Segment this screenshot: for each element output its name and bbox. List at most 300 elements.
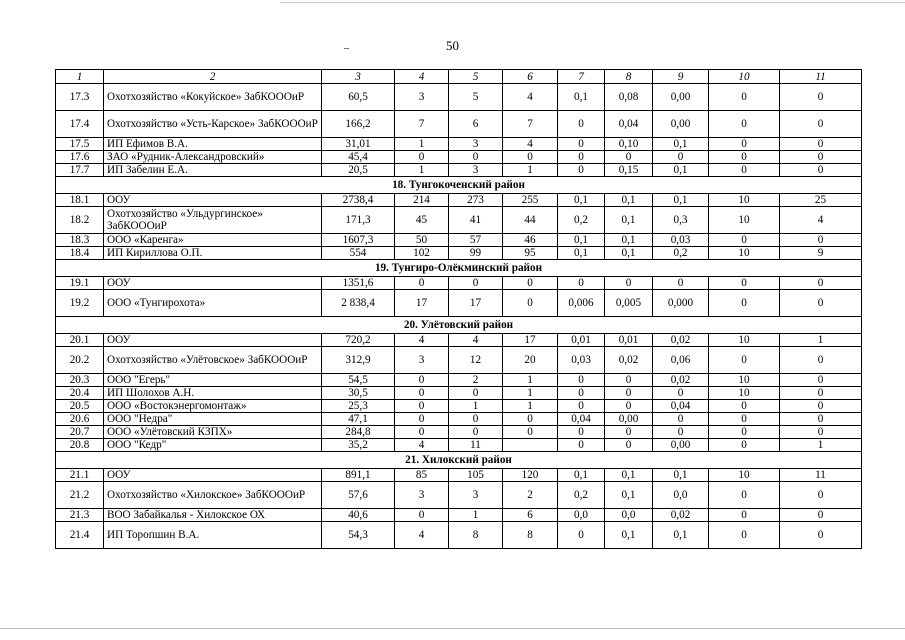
hunting-grounds-table [55, 69, 862, 549]
district-section-row [56, 260, 862, 277]
value-cell-col-5: 0 [449, 387, 503, 400]
value-cell-col-7: 0 [558, 426, 605, 439]
value-cell-col-6: 4 [503, 84, 558, 111]
value-cell-col-7: 0 [558, 374, 605, 387]
organization-name-cell: ИП Забелин Е.А. [104, 164, 322, 177]
value-cell-col-11: 0 [780, 138, 862, 151]
value-cell-col-5: 99 [449, 247, 503, 260]
table-row [56, 164, 862, 177]
value-cell-col-9: 0,02 [653, 509, 709, 522]
value-cell-col-5: 41 [449, 207, 503, 234]
row-index-cell: 19.1 [56, 277, 104, 290]
row-index-cell: 19.2 [56, 290, 104, 317]
row-index-cell: 20.4 [56, 387, 104, 400]
scan-artifact [344, 48, 349, 49]
value-cell-col-3: 54,3 [322, 522, 395, 549]
value-cell-col-8: 0,1 [605, 194, 653, 207]
value-cell-col-8: 0 [605, 374, 653, 387]
organization-name-cell: Охотхозяйство «Ульдургинское» ЗабКОООиР [104, 207, 322, 234]
value-cell-col-4: 0 [395, 426, 449, 439]
value-cell-col-11: 0 [780, 347, 862, 374]
value-cell-col-7: 0,006 [558, 290, 605, 317]
value-cell-col-3: 2738,4 [322, 194, 395, 207]
value-cell-col-8: 0,1 [605, 207, 653, 234]
value-cell-col-10: 0 [709, 413, 780, 426]
value-cell-col-9: 0 [653, 413, 709, 426]
table-row [56, 194, 862, 207]
column-number-5: 5 [449, 70, 503, 84]
value-cell-col-7: 0,1 [558, 194, 605, 207]
value-cell-col-6 [503, 439, 558, 452]
value-cell-col-3: 25,3 [322, 400, 395, 413]
value-cell-col-3: 45,4 [322, 151, 395, 164]
value-cell-col-11: 0 [780, 400, 862, 413]
value-cell-col-10: 0 [709, 347, 780, 374]
value-cell-col-4: 0 [395, 509, 449, 522]
value-cell-col-10: 0 [709, 84, 780, 111]
value-cell-col-8: 0,005 [605, 290, 653, 317]
value-cell-col-6: 1 [503, 374, 558, 387]
value-cell-col-11: 0 [780, 509, 862, 522]
value-cell-col-3: 35,2 [322, 439, 395, 452]
value-cell-col-8: 0,04 [605, 111, 653, 138]
value-cell-col-11: 0 [780, 426, 862, 439]
table-body [56, 84, 862, 549]
value-cell-col-10: 10 [709, 387, 780, 400]
value-cell-col-4: 0 [395, 151, 449, 164]
value-cell-col-11: 0 [780, 374, 862, 387]
value-cell-col-8: 0 [605, 387, 653, 400]
value-cell-col-11: 11 [780, 469, 862, 482]
organization-name-cell: ООУ [104, 277, 322, 290]
row-index-cell: 17.5 [56, 138, 104, 151]
row-index-cell: 20.3 [56, 374, 104, 387]
row-index-cell: 17.3 [56, 84, 104, 111]
value-cell-col-9: 0,00 [653, 439, 709, 452]
value-cell-col-5: 17 [449, 290, 503, 317]
value-cell-col-11: 1 [780, 334, 862, 347]
table-row [56, 290, 862, 317]
value-cell-col-5: 4 [449, 334, 503, 347]
value-cell-col-5: 5 [449, 84, 503, 111]
value-cell-col-4: 3 [395, 482, 449, 509]
value-cell-col-3: 1351,6 [322, 277, 395, 290]
value-cell-col-8: 0,01 [605, 334, 653, 347]
value-cell-col-3: 554 [322, 247, 395, 260]
value-cell-col-4: 0 [395, 374, 449, 387]
value-cell-col-7: 0,0 [558, 509, 605, 522]
table-row [56, 207, 862, 234]
value-cell-col-7: 0 [558, 111, 605, 138]
district-title: 21. Хилокский район [56, 452, 862, 469]
value-cell-col-4: 3 [395, 347, 449, 374]
row-index-cell: 20.5 [56, 400, 104, 413]
value-cell-col-6: 6 [503, 509, 558, 522]
value-cell-col-11: 0 [780, 482, 862, 509]
data-table-container [55, 69, 861, 549]
value-cell-col-11: 0 [780, 84, 862, 111]
value-cell-col-7: 0,01 [558, 334, 605, 347]
column-number-7: 7 [558, 70, 605, 84]
value-cell-col-4: 45 [395, 207, 449, 234]
column-number-4: 4 [395, 70, 449, 84]
row-index-cell: 21.1 [56, 469, 104, 482]
value-cell-col-3: 2 838,4 [322, 290, 395, 317]
value-cell-col-7: 0,2 [558, 207, 605, 234]
value-cell-col-3: 57,6 [322, 482, 395, 509]
row-index-cell: 18.2 [56, 207, 104, 234]
value-cell-col-11: 1 [780, 439, 862, 452]
value-cell-col-7: 0,1 [558, 234, 605, 247]
value-cell-col-7: 0,1 [558, 469, 605, 482]
value-cell-col-9: 0,2 [653, 247, 709, 260]
table-row [56, 509, 862, 522]
row-index-cell: 21.4 [56, 522, 104, 549]
value-cell-col-4: 17 [395, 290, 449, 317]
organization-name-cell: ООО «Каренга» [104, 234, 322, 247]
table-row [56, 439, 862, 452]
value-cell-col-7: 0 [558, 522, 605, 549]
value-cell-col-6: 0 [503, 277, 558, 290]
value-cell-col-9: 0,000 [653, 290, 709, 317]
row-index-cell: 18.4 [56, 247, 104, 260]
organization-name-cell: ООУ [104, 194, 322, 207]
value-cell-col-4: 0 [395, 400, 449, 413]
column-number-1: 1 [56, 70, 104, 84]
value-cell-col-9: 0,0 [653, 482, 709, 509]
table-row [56, 482, 862, 509]
organization-name-cell: Охотхозяйство «Усть-Карское» ЗабКОООиР [104, 111, 322, 138]
organization-name-cell: ИП Кириллова О.П. [104, 247, 322, 260]
value-cell-col-3: 31,01 [322, 138, 395, 151]
table-row [56, 138, 862, 151]
value-cell-col-11: 0 [780, 164, 862, 177]
value-cell-col-10: 10 [709, 469, 780, 482]
value-cell-col-6: 7 [503, 111, 558, 138]
value-cell-col-11: 4 [780, 207, 862, 234]
table-row [56, 277, 862, 290]
value-cell-col-9: 0,1 [653, 469, 709, 482]
value-cell-col-5: 57 [449, 234, 503, 247]
value-cell-col-8: 0,00 [605, 413, 653, 426]
value-cell-col-9: 0 [653, 387, 709, 400]
value-cell-col-4: 102 [395, 247, 449, 260]
value-cell-col-8: 0,1 [605, 469, 653, 482]
organization-name-cell: ООО "Недра" [104, 413, 322, 426]
value-cell-col-6: 0 [503, 290, 558, 317]
value-cell-col-4: 4 [395, 522, 449, 549]
value-cell-col-4: 50 [395, 234, 449, 247]
value-cell-col-5: 8 [449, 522, 503, 549]
value-cell-col-9: 0,00 [653, 111, 709, 138]
value-cell-col-8: 0 [605, 277, 653, 290]
value-cell-col-10: 0 [709, 290, 780, 317]
table-row [56, 522, 862, 549]
value-cell-col-10: 0 [709, 138, 780, 151]
table-row [56, 234, 862, 247]
value-cell-col-5: 1 [449, 509, 503, 522]
organization-name-cell: ООО "Егерь" [104, 374, 322, 387]
value-cell-col-8: 0,08 [605, 84, 653, 111]
column-number-9: 9 [653, 70, 709, 84]
value-cell-col-10: 10 [709, 374, 780, 387]
value-cell-col-6: 20 [503, 347, 558, 374]
organization-name-cell: ИП Ефимов В.А. [104, 138, 322, 151]
column-number-3: 3 [322, 70, 395, 84]
value-cell-col-6: 2 [503, 482, 558, 509]
value-cell-col-4: 7 [395, 111, 449, 138]
value-cell-col-10: 0 [709, 111, 780, 138]
table-row [56, 469, 862, 482]
row-index-cell: 20.2 [56, 347, 104, 374]
value-cell-col-10: 0 [709, 482, 780, 509]
organization-name-cell: Охотхозяйство «Хилокское» ЗабКОООиР [104, 482, 322, 509]
value-cell-col-9: 0,02 [653, 334, 709, 347]
value-cell-col-5: 0 [449, 151, 503, 164]
value-cell-col-9: 0,04 [653, 400, 709, 413]
table-row [56, 151, 862, 164]
value-cell-col-4: 214 [395, 194, 449, 207]
organization-name-cell: ООУ [104, 469, 322, 482]
organization-name-cell: ООО «Тунгирохота» [104, 290, 322, 317]
value-cell-col-5: 0 [449, 413, 503, 426]
value-cell-col-6: 4 [503, 138, 558, 151]
value-cell-col-7: 0,04 [558, 413, 605, 426]
row-index-cell: 17.7 [56, 164, 104, 177]
value-cell-col-7: 0,1 [558, 247, 605, 260]
value-cell-col-9: 0,06 [653, 347, 709, 374]
organization-name-cell: ИП Шолохов А.Н. [104, 387, 322, 400]
value-cell-col-11: 0 [780, 151, 862, 164]
value-cell-col-11: 0 [780, 290, 862, 317]
value-cell-col-9: 0,1 [653, 522, 709, 549]
value-cell-col-6: 46 [503, 234, 558, 247]
column-number-8: 8 [605, 70, 653, 84]
value-cell-col-5: 1 [449, 400, 503, 413]
column-number-2: 2 [104, 70, 322, 84]
value-cell-col-8: 0 [605, 426, 653, 439]
value-cell-col-11: 0 [780, 111, 862, 138]
value-cell-col-9: 0,02 [653, 374, 709, 387]
value-cell-col-3: 166,2 [322, 111, 395, 138]
value-cell-col-10: 10 [709, 247, 780, 260]
row-index-cell: 17.6 [56, 151, 104, 164]
value-cell-col-8: 0,02 [605, 347, 653, 374]
value-cell-col-11: 0 [780, 277, 862, 290]
table-row [56, 347, 862, 374]
value-cell-col-5: 0 [449, 277, 503, 290]
value-cell-col-5: 12 [449, 347, 503, 374]
value-cell-col-6: 1 [503, 387, 558, 400]
value-cell-col-7: 0 [558, 151, 605, 164]
value-cell-col-10: 0 [709, 426, 780, 439]
value-cell-col-7: 0,1 [558, 84, 605, 111]
value-cell-col-3: 40,6 [322, 509, 395, 522]
organization-name-cell: Охотхозяйство «Кокуйское» ЗабКОООиР [104, 84, 322, 111]
value-cell-col-5: 0 [449, 426, 503, 439]
organization-name-cell: Охотхозяйство «Улётовское» ЗабКОООиР [104, 347, 322, 374]
value-cell-col-3: 284,8 [322, 426, 395, 439]
value-cell-col-7: 0 [558, 400, 605, 413]
organization-name-cell: ООО «Востокэнергомонтаж» [104, 400, 322, 413]
value-cell-col-8: 0,1 [605, 234, 653, 247]
column-number-10: 10 [709, 70, 780, 84]
table-row [56, 387, 862, 400]
value-cell-col-11: 0 [780, 234, 862, 247]
value-cell-col-5: 273 [449, 194, 503, 207]
value-cell-col-6: 1 [503, 164, 558, 177]
organization-name-cell: ООО "Кедр" [104, 439, 322, 452]
value-cell-col-3: 171,3 [322, 207, 395, 234]
value-cell-col-9: 0,03 [653, 234, 709, 247]
value-cell-col-10: 0 [709, 164, 780, 177]
value-cell-col-11: 0 [780, 413, 862, 426]
row-index-cell: 21.2 [56, 482, 104, 509]
column-number-6: 6 [503, 70, 558, 84]
value-cell-col-9: 0 [653, 426, 709, 439]
value-cell-col-7: 0 [558, 277, 605, 290]
value-cell-col-9: 0 [653, 151, 709, 164]
table-row [56, 247, 862, 260]
value-cell-col-10: 0 [709, 439, 780, 452]
value-cell-col-8: 0 [605, 151, 653, 164]
row-index-cell: 17.4 [56, 111, 104, 138]
row-index-cell: 21.3 [56, 509, 104, 522]
value-cell-col-4: 3 [395, 84, 449, 111]
value-cell-col-10: 10 [709, 194, 780, 207]
value-cell-col-10: 0 [709, 400, 780, 413]
value-cell-col-6: 1 [503, 400, 558, 413]
value-cell-col-8: 0,1 [605, 247, 653, 260]
district-section-row [56, 177, 862, 194]
value-cell-col-8: 0 [605, 439, 653, 452]
value-cell-col-11: 0 [780, 522, 862, 549]
value-cell-col-3: 720,2 [322, 334, 395, 347]
value-cell-col-6: 120 [503, 469, 558, 482]
value-cell-col-4: 4 [395, 439, 449, 452]
value-cell-col-4: 1 [395, 164, 449, 177]
value-cell-col-4: 0 [395, 413, 449, 426]
row-index-cell: 18.1 [56, 194, 104, 207]
value-cell-col-9: 0 [653, 277, 709, 290]
value-cell-col-9: 0,1 [653, 194, 709, 207]
value-cell-col-5: 11 [449, 439, 503, 452]
value-cell-col-4: 1 [395, 138, 449, 151]
row-index-cell: 20.8 [56, 439, 104, 452]
table-row [56, 84, 862, 111]
organization-name-cell: ВОО Забайкалья - Хилокское ОХ [104, 509, 322, 522]
value-cell-col-11: 0 [780, 387, 862, 400]
value-cell-col-8: 0 [605, 400, 653, 413]
value-cell-col-8: 0,0 [605, 509, 653, 522]
value-cell-col-3: 47,1 [322, 413, 395, 426]
value-cell-col-6: 0 [503, 151, 558, 164]
value-cell-col-11: 9 [780, 247, 862, 260]
value-cell-col-3: 1607,3 [322, 234, 395, 247]
value-cell-col-6: 95 [503, 247, 558, 260]
organization-name-cell: ООУ [104, 334, 322, 347]
value-cell-col-8: 0,10 [605, 138, 653, 151]
table-row [56, 374, 862, 387]
value-cell-col-10: 0 [709, 509, 780, 522]
row-index-cell: 20.6 [56, 413, 104, 426]
value-cell-col-9: 0,3 [653, 207, 709, 234]
table-row [56, 111, 862, 138]
value-cell-col-8: 0,1 [605, 522, 653, 549]
row-index-cell: 18.3 [56, 234, 104, 247]
row-index-cell: 20.1 [56, 334, 104, 347]
table-row [56, 413, 862, 426]
value-cell-col-4: 4 [395, 334, 449, 347]
row-index-cell: 20.7 [56, 426, 104, 439]
column-number-header-row [56, 70, 862, 84]
value-cell-col-5: 3 [449, 138, 503, 151]
district-section-row [56, 317, 862, 334]
table-row [56, 400, 862, 413]
value-cell-col-8: 0,1 [605, 482, 653, 509]
value-cell-col-10: 10 [709, 334, 780, 347]
value-cell-col-9: 0,1 [653, 138, 709, 151]
value-cell-col-4: 0 [395, 277, 449, 290]
value-cell-col-10: 0 [709, 151, 780, 164]
table-row [56, 426, 862, 439]
district-title: 20. Улётовский район [56, 317, 862, 334]
value-cell-col-3: 54,5 [322, 374, 395, 387]
value-cell-col-7: 0 [558, 164, 605, 177]
scan-edge-bottom [0, 628, 905, 629]
value-cell-col-7: 0 [558, 138, 605, 151]
district-section-row [56, 452, 862, 469]
value-cell-col-5: 3 [449, 164, 503, 177]
value-cell-col-5: 6 [449, 111, 503, 138]
value-cell-col-10: 10 [709, 207, 780, 234]
page-number: 50 [446, 38, 459, 53]
value-cell-col-6: 8 [503, 522, 558, 549]
value-cell-col-4: 0 [395, 387, 449, 400]
scan-edge-top [280, 2, 905, 3]
value-cell-col-7: 0 [558, 439, 605, 452]
value-cell-col-6: 0 [503, 426, 558, 439]
value-cell-col-3: 20,5 [322, 164, 395, 177]
value-cell-col-11: 25 [780, 194, 862, 207]
district-title: 19. Тунгиро-Олёкминский район [56, 260, 862, 277]
value-cell-col-7: 0,2 [558, 482, 605, 509]
value-cell-col-4: 85 [395, 469, 449, 482]
organization-name-cell: ЗАО «Рудник-Александровский» [104, 151, 322, 164]
value-cell-col-3: 312,9 [322, 347, 395, 374]
value-cell-col-3: 60,5 [322, 84, 395, 111]
value-cell-col-8: 0,15 [605, 164, 653, 177]
value-cell-col-3: 30,5 [322, 387, 395, 400]
column-number-11: 11 [780, 70, 862, 84]
value-cell-col-5: 2 [449, 374, 503, 387]
value-cell-col-6: 255 [503, 194, 558, 207]
organization-name-cell: ИП Торопшин В.А. [104, 522, 322, 549]
organization-name-cell: ООО «Улётовский КЗПХ» [104, 426, 322, 439]
value-cell-col-10: 0 [709, 234, 780, 247]
value-cell-col-6: 0 [503, 413, 558, 426]
value-cell-col-7: 0,03 [558, 347, 605, 374]
value-cell-col-9: 0,1 [653, 164, 709, 177]
value-cell-col-6: 44 [503, 207, 558, 234]
value-cell-col-10: 0 [709, 522, 780, 549]
value-cell-col-5: 105 [449, 469, 503, 482]
value-cell-col-7: 0 [558, 387, 605, 400]
value-cell-col-6: 17 [503, 334, 558, 347]
value-cell-col-5: 3 [449, 482, 503, 509]
value-cell-col-3: 891,1 [322, 469, 395, 482]
district-title: 18. Тунгокоченский район [56, 177, 862, 194]
